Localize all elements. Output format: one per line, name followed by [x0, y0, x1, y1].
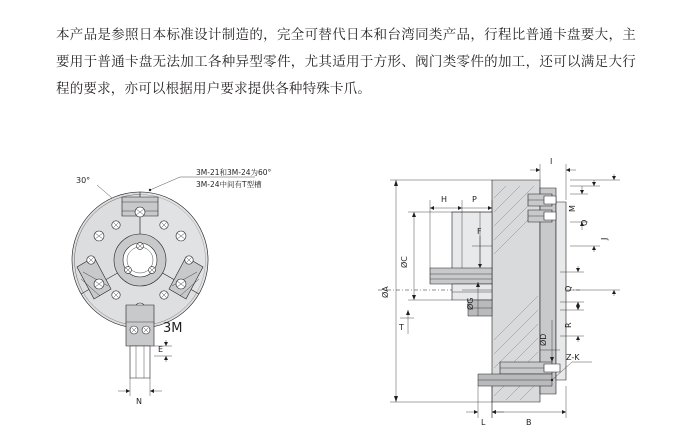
- dim-label-diameter-A: ØA: [381, 286, 390, 298]
- dim-label-H: H: [441, 195, 448, 204]
- dim-label-diameter-C: ØC: [400, 256, 409, 268]
- bottom-bolt-group: [478, 362, 560, 386]
- bottom-key-block: [126, 305, 154, 378]
- dim-label-R: R: [564, 322, 573, 328]
- dim-E: [154, 340, 172, 362]
- dim-O: [570, 180, 600, 252]
- dim-label-P: P: [472, 195, 477, 204]
- dim-label-diameter-G: ØG: [466, 297, 475, 310]
- front-view: [72, 167, 272, 406]
- technical-drawing: [0, 150, 690, 435]
- dim-T: [398, 310, 414, 334]
- dim-label-J: J: [600, 237, 609, 240]
- dim-label-N: N: [136, 397, 142, 406]
- dim-label-I: I: [550, 157, 553, 166]
- jaw-slide: [430, 268, 492, 284]
- note-line-1: 3M-21和3M-24为60°: [196, 168, 272, 177]
- dim-label-M: M: [568, 205, 577, 212]
- dim-label-diameter-D: ØD: [539, 333, 548, 346]
- dim-label-O: O: [580, 219, 589, 226]
- note-line-2: 3M-24中间有T型槽: [196, 180, 262, 189]
- dim-J: [570, 174, 620, 296]
- dim-label-Q: Q: [564, 285, 573, 292]
- jaw-block-upper: [452, 212, 492, 270]
- angle-leader: [97, 185, 112, 198]
- dim-diameter-C: [399, 212, 452, 300]
- model-label-3M: 3M: [163, 321, 183, 336]
- callout-label-ZK: Z-K: [566, 353, 580, 362]
- dim-label-F: F: [477, 227, 482, 236]
- dim-N: [118, 378, 162, 406]
- dim-label-E: E: [158, 345, 164, 354]
- dim-label-T: T: [399, 323, 404, 332]
- dim-label-B: B: [526, 418, 532, 427]
- section-view: [378, 157, 620, 427]
- dim-label-L: L: [481, 418, 486, 427]
- dim-P: [462, 195, 492, 212]
- product-description: 本产品是参照日本标准设计制造的，完全可替代日本和台湾同类产品，行程比普通卡盘要大，主要用于普通卡盘无法加工各种异型零件，尤其适用于方形、阀门类零件的加工，还可以满足大行程的要求，亦可以根据用户要求提供各种特殊卡爪。: [56, 27, 636, 97]
- angle-label-30: 30°: [76, 176, 91, 185]
